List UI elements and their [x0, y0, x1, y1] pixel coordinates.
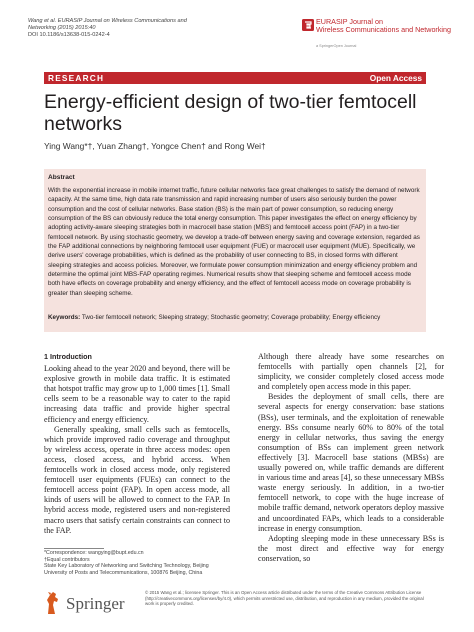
- abstract-text: With the exponential increase in mobile internet traffic, future cellular networks face great challenges to satisfy the demand of network capacity. At the same time, high data rate transmission and rapid increasing number of users also seriously burden the power consumption and the cost of cellular networks. Base station (BS) is the main part of power consumption, so reducing energy consumption of the BS can obviously reduce the total energy consumption. This paper investigates the effect on energy efficiency by adopting activity-aware sleeping strategies both in macrocell base station (MBS) and femtocell access point (FAP) in a two-tier femtocell network. By using stochastic geometry, we develop a trade-off between energy saving and coverage extension, regarded as the FAP additional connections by neighboring femtocell user equipment (FUE) or macrocell user equipment (MUE). Specifically, we derive users' coverage probabilities, which is defined as the probability of user connecting to BS, in closed forms with different sleeping strategies and access policies. Moreover, we formulate power consumption minimization and energy efficiency problem and determine the optimal joint MBS-FAP operating regimes. Numerical results show that sleeping scheme and femtocell access mode both have effects on coverage probability and energy efficiency, and the effect of femtocell access mode on coverage probability is greater than sleeping scheme.: [48, 187, 420, 297]
- article-title: [44, 91, 444, 135]
- title-line-2: networks: [44, 113, 123, 135]
- section-heading-introduction: 1 Introduction: [44, 352, 92, 361]
- body-column-left: [44, 352, 230, 536]
- paragraph: Besides the deployment of small cells, there are several aspects for energy conservation: base stations (BSs), user terminals, and the exploitation of renewable energy. BSs consume nearly 60% to 80% of the total energy in cellular networks, thus saving the energy consumption of BSs can implement green network effectively [3]. Macrocell base stations (MBSs) are usually powered on, while traffic demands are different in various time and areas [4], so these unnecessary MBSs waste energy seriously. In addition, in a two-tier femtocell network, to cope with the huge increase of mobile traffic demand, network operators deploy massive and uncoordinated FAPs, which leads to a considerable increase in energy consumption.: [258, 392, 444, 533]
- title-line-1: Energy-efficient design of two-tier femtocell: [44, 91, 417, 113]
- equal-contributors-note: †Equal contributors: [44, 556, 90, 563]
- keywords-label: Keywords:: [48, 314, 81, 321]
- citation-line-2: Networking (2015) 2015:40: [28, 25, 96, 31]
- correspondence-note: *Correspondence: wangying@bupt.edu.cn: [44, 550, 144, 556]
- springer-horse-icon: [44, 590, 62, 616]
- citation-line-1: Wang et al. EURASIP Journal on Wireless Communications and: [28, 18, 187, 24]
- author-list: Ying Wang*†, Yuan Zhang†, Yongce Chen† and Rong Wei†: [44, 141, 266, 151]
- paragraph: Generally speaking, small cells such as femtocells, which provide improved radio coverage and throughput by wireless access, operate in three access modes: open access, closed access, and hybrid access. When femtocells work in closed access mode, only registered femtocell user equipments (FUEs) can connect to the femtocell access point (FAP). In open access mode, all kinds of users will be allowed to connect to the FAP. In hybrid access mode, registered users and non-registered macro users that satisfy certain constraints can connect to the FAP.: [44, 424, 230, 535]
- springer-logo: [44, 590, 144, 620]
- keywords: [48, 313, 421, 322]
- journal-name: [316, 18, 456, 35]
- copyright-notice: © 2015 Wang et al.; licensee Springer. This is an Open Access article distributed under the terms of the Creative Commons Attribution License (http://creativecommons.org/licenses/by/4.0), which permits unrestricted use, distribution, and reproduction in any medium, provided the original work is properly credited.: [145, 590, 424, 607]
- affiliation-note: State Key Laboratory of Networking and Switching Technology, Beijing University of Posts and Telecommunications, 100876 Beijing, China: [44, 563, 209, 576]
- paragraph: Looking ahead to the year 2020 and beyond, there will be explosive growth in mobile data traffic. It is estimated that hotspot traffic may grow up to 1,000 times [1]. Small cells seem to be a reasonable way to cater to the rapid increasing data traffic and provide higher spectral efficiency and energy efficiency.: [44, 364, 230, 424]
- publisher-name: Springer: [66, 594, 125, 613]
- abstract-box: [44, 169, 426, 332]
- publisher-tag: a SpringerOpen Journal: [316, 44, 357, 48]
- article-type-banner: [44, 72, 426, 84]
- open-access-label: Open Access: [369, 73, 422, 83]
- abstract-heading: Abstract: [48, 174, 75, 181]
- article-type: RESEARCH: [48, 73, 105, 83]
- journal-line-2: Wireless Communications and Networking: [316, 25, 452, 35]
- keywords-text: Two-tier femtocell network; Sleeping strategy; Stochastic geometry; Coverage probability; Energy efficiency: [81, 314, 381, 321]
- footnotes: [44, 550, 230, 576]
- body-column-right: [258, 352, 444, 564]
- journal-logo-icon: [302, 19, 314, 31]
- doi: DOI 10.1186/s13638-015-0242-4: [28, 32, 110, 38]
- header-citation: [28, 18, 228, 39]
- footnote-divider: [44, 548, 104, 549]
- journal-line-1: EURASIP Journal on: [316, 17, 383, 26]
- paragraph: Adopting sleeping mode in these unnecessary BSs is the most direct and effective way for energy conservation, so: [258, 533, 444, 563]
- paragraph: Although there already have some researches on femtocells with partially open channels [2], for simplicity, we consider completely closed access mode and completely open access mode in this paper.: [258, 352, 444, 392]
